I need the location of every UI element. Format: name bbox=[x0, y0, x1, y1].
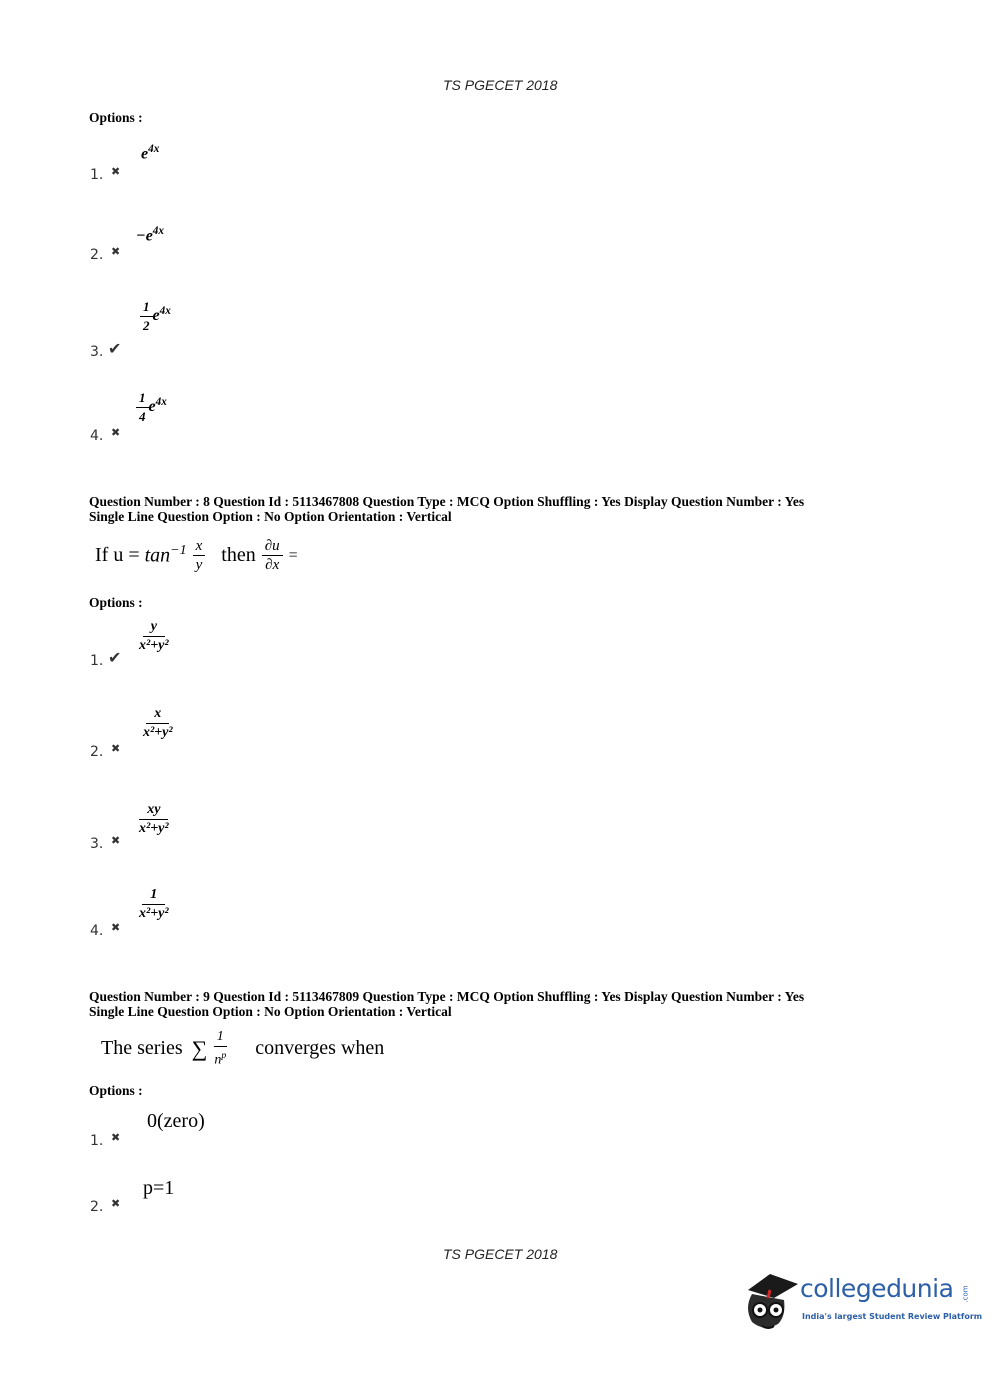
q8-option-3-number: 3. bbox=[90, 836, 104, 852]
q7-option-3-number: 3. bbox=[90, 344, 104, 360]
cross-icon: ✖ bbox=[111, 743, 121, 755]
cross-icon: ✖ bbox=[111, 427, 121, 439]
q8-option-4-top: 1 bbox=[142, 886, 165, 905]
q9-stem-prefix: The series bbox=[101, 1037, 188, 1060]
options-label: Options : bbox=[89, 1083, 143, 1098]
q9-question-stem: The series ∑ $\frac{1}{n^p}$ converges when bbox=[101, 1029, 385, 1068]
q8-meta-line-1: Question Number : 8 Question Id : 5113467808 Question Type : MCQ Option Shuffling : Yes Display Question Number : Yes bbox=[89, 494, 805, 509]
q8-option-4-number: 4. bbox=[90, 923, 104, 939]
q9-option-1-number: 1. bbox=[90, 1133, 104, 1149]
cross-icon: ✖ bbox=[111, 166, 121, 178]
q8-stem-frac-num: x bbox=[193, 537, 206, 556]
q8-stem-func: tan bbox=[144, 544, 171, 567]
q8-option-4-expr bbox=[136, 886, 172, 923]
q8-stem-then: then bbox=[221, 544, 256, 566]
check-icon: ✔ bbox=[108, 650, 122, 667]
q9-option-2-number: 2. bbox=[90, 1199, 104, 1215]
q8-stem-deriv-den: ∂x bbox=[265, 557, 280, 573]
q7-option-4-number: 4. bbox=[90, 428, 104, 444]
q7-option-2-expr: $-e^{4x}$ bbox=[136, 225, 164, 245]
q8-question-stem bbox=[95, 537, 298, 574]
q8-option-1-number: 1. bbox=[90, 653, 104, 669]
page-header: TS PGECET 2018 bbox=[443, 77, 558, 93]
q9-stem-sigma: ∑ bbox=[191, 1035, 208, 1061]
q9-option-2-text: p=1 bbox=[143, 1177, 175, 1199]
options-label: Options : bbox=[89, 595, 143, 610]
q8-stem-prefix: If u = bbox=[95, 544, 145, 566]
q8-option-2-number: 2. bbox=[90, 744, 104, 760]
q7-option-1-expr: $e^{4x}$ bbox=[141, 143, 160, 163]
q9-stem-suffix: converges when bbox=[255, 1037, 385, 1060]
options-label: Options : bbox=[89, 110, 143, 125]
q9-meta-line-1: Question Number : 9 Question Id : 5113467809 Question Type : MCQ Option Shuffling : Yes Display Question Number : Yes bbox=[89, 989, 805, 1004]
logo-tagline: India's largest Student Review Platform bbox=[802, 1312, 983, 1321]
cross-icon: ✖ bbox=[111, 1132, 121, 1144]
q8-stem-deriv-num: ∂u bbox=[262, 537, 283, 556]
q7-option-1-number: 1. bbox=[90, 167, 104, 183]
collegedunia-logo bbox=[740, 1268, 983, 1338]
q8-stem-eq: = bbox=[288, 546, 298, 564]
page-footer: TS PGECET 2018 bbox=[443, 1246, 558, 1262]
logo-wordmark: collegedunia bbox=[800, 1274, 954, 1303]
q8-meta-line-2: Single Line Question Option : No Option Orientation : Vertical bbox=[89, 509, 452, 524]
check-icon: ✔ bbox=[108, 341, 122, 358]
mascot-icon bbox=[740, 1268, 802, 1334]
cross-icon: ✖ bbox=[111, 246, 121, 258]
q7-option-2-number: 2. bbox=[90, 247, 104, 263]
q8-option-3-bottom: x²+y² bbox=[139, 821, 169, 836]
q8-option-4-bottom: x²+y² bbox=[139, 906, 169, 921]
q9-option-1-text: 0(zero) bbox=[147, 1110, 205, 1132]
q7-option-4-expr: $\frac{1}{4}$ $e^{4x}$ bbox=[136, 389, 167, 426]
q8-option-1-top: y bbox=[143, 618, 165, 637]
q8-option-3-top: xy bbox=[139, 801, 168, 820]
q8-stem-exp: −1 bbox=[170, 543, 187, 559]
q8-option-2-expr bbox=[140, 705, 176, 742]
cross-icon: ✖ bbox=[111, 922, 121, 934]
q8-option-1-bottom: x²+y² bbox=[139, 638, 169, 653]
q8-option-2-bottom: x²+y² bbox=[143, 725, 173, 740]
q9-stem-frac-num: 1 bbox=[214, 1028, 227, 1047]
cross-icon: ✖ bbox=[111, 835, 121, 847]
q8-option-3-expr bbox=[136, 801, 172, 838]
q7-option-3-expr: $\frac{1}{2}$ $e^{4x}$ bbox=[140, 298, 171, 335]
logo-suffix: .com bbox=[961, 1285, 970, 1303]
cross-icon: ✖ bbox=[111, 1198, 121, 1210]
q8-option-2-top: x bbox=[146, 705, 169, 724]
q8-option-1-expr bbox=[136, 618, 172, 655]
q9-meta-line-2: Single Line Question Option : No Option Orientation : Vertical bbox=[89, 1004, 452, 1019]
q8-stem-frac-den: y bbox=[195, 557, 203, 573]
